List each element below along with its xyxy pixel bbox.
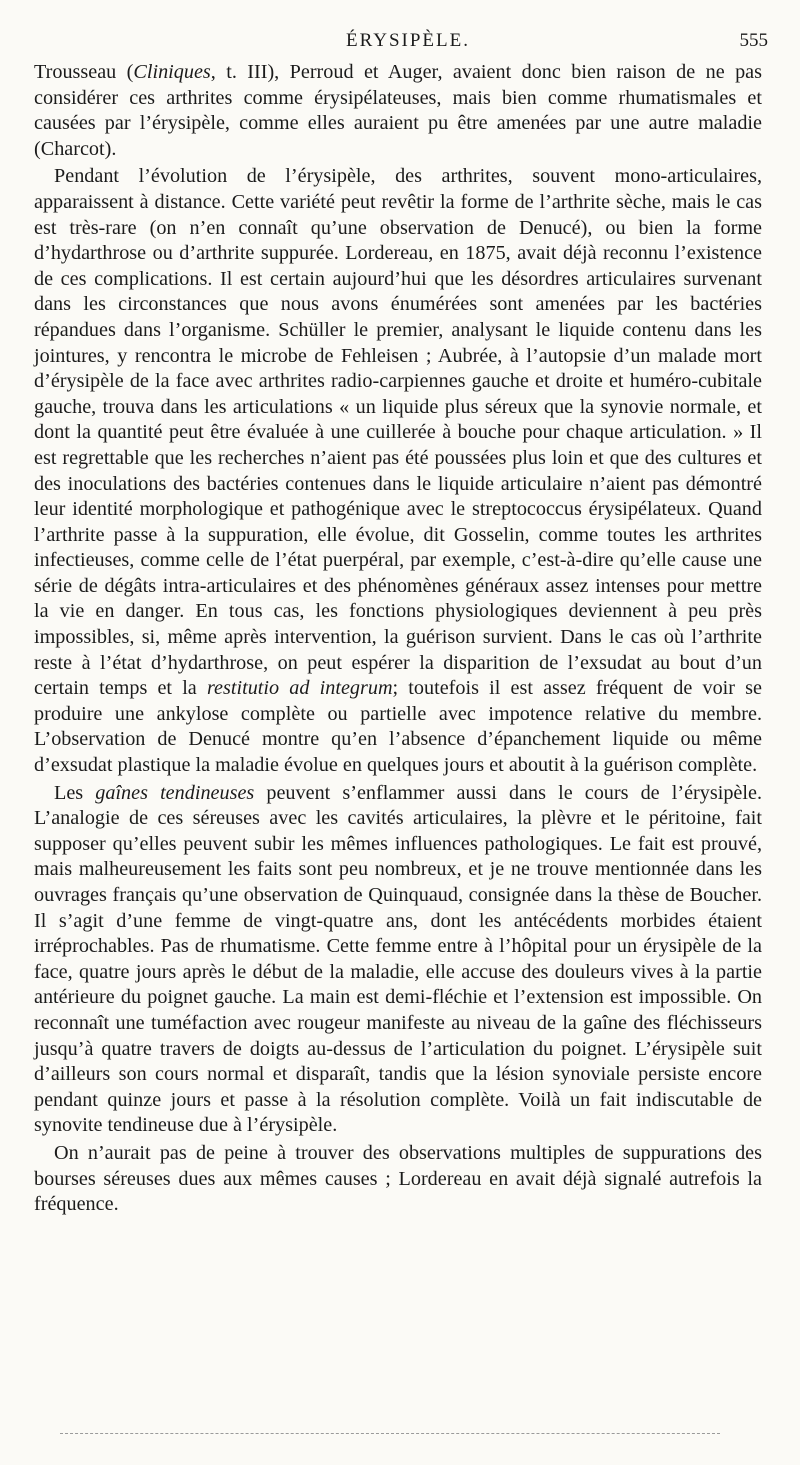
running-head — [34, 30, 768, 60]
paragraph — [34, 1141, 762, 1218]
text-run: On n’aurait pas de peine à trouver des observations multiples de suppurations des bourses séreuses dues aux mêmes causes ; Lordereau en avait déjà signalé autrefois la fréquence. — [34, 1141, 762, 1216]
body-text — [34, 60, 762, 1218]
bottom-rule — [60, 1433, 720, 1434]
text-run: Trousseau ( — [34, 61, 134, 83]
paragraph — [34, 164, 762, 778]
text-run: ; toutefois il est assez fréquent de voir se produire une ankylose complète ou partielle avec impotence relative du membre. L’observation de Denucé montre qu’en l’absence d’épanchement liquide ou même d’exsudat plastique la maladie évolue en quelques jours et aboutit à la guérison complète. — [34, 677, 762, 777]
page-number: 555 — [739, 30, 768, 51]
italic-term: restitutio ad integrum — [206, 677, 393, 700]
text-run: Les — [54, 781, 96, 804]
text-run: Pendant l’évolution de l’érysipèle, des arthrites, souvent mono-articulaires, apparaissent à distance. Cette variété peut revêtir la forme de l’arthrite sèche, mais le cas est très-rare (on n’en connaît qu’une observation de Denucé), ou bien la forme d’hydarthrose ou d’arthrite suppurée. Lordereau, en 1875, avait déjà reconnu l’existence de ces complications. Il est certain aujourd’hui que les désordres articulaires survenant dans les circonstances que nous avons énumérées sont amenées par les bactéries répandues dans l’organisme. Schüller le premier, analysant le liquide contenu dans les jointures, y rencontra le microbe de Fehleisen ; Aubrée, à l’autopsie d’un malade mort d’érysipèle de la face avec arthrites radio-carpiennes gauche et droite et huméro-cubitale gauche, trouva dans les articulations « un liquide plus séreux que la synovie normale, et dont la quantité peut être évaluée à une cuillerée à bouche pour chaque articulation. » Il est regrettable que les recherches n’aient pas été poussées plus loin et que des cultures et des inoculations des bactéries contenues dans le liquide articulaire n’aient pas démontré leur identité morphologique et pathogénique avec le streptococcus érysipélateux. Quand l’arthrite passe à la suppuration, elle évolue, dit Gosselin, comme toutes les arthrites infectieuses, comme celle de l’état puerpéral, par exemple, c’est-à-dire qu’elle cause une série de dégâts intra-articulaires et des phénomènes généraux assez intenses pour mettre la vie en danger. En tous cas, les fonctions physiologiques deviennent à peu près impossibles, si, même après intervention, la guérison survient. Dans le cas où l’arthrite reste à l’état d’hydarthrose, on peut espérer la disparition de l’exsudat au bout d’un certain temps et la — [34, 165, 762, 700]
italic-term: gaînes tendineuses — [95, 781, 255, 804]
paragraph — [34, 60, 762, 162]
paragraph — [34, 781, 762, 1139]
running-head-title: ÉRYSIPÈLE. — [346, 30, 470, 51]
text-run: , t. III), Perroud et Auger, avaient donc bien raison de ne pas considérer ces arthrites comme érysipélateuses, mais bien comme rhumatismales et causées par l’érysipèle, comme elles auraient pu être amenées par une autre maladie (Charcot). — [34, 61, 762, 160]
italic-term: Cliniques — [133, 61, 211, 83]
text-run: peuvent s’enflammer aussi dans le cours de l’érysipèle. L’analogie de ces séreuses avec les cavités articulaires, la plèvre et le péritoine, fait supposer qu’elles peuvent subir les mêmes influences pathologiques. Le fait est prouvé, mais malheureusement les faits sont peu nombreux, et je ne trouve mentionnée dans les ouvrages français qu’une observation de Quinquaud, consignée dans la thèse de Boucher. Il s’agit d’une femme de vingt-quatre ans, dont les antécédents morbides étaient irréprochables. Pas de rhumatisme. Cette femme entre à l’hôpital pour un érysipèle de la face, quatre jours après le début de la maladie, elle accuse des douleurs vives à la partie antérieure du poignet gauche. La main est demi-fléchie et l’extension est impossible. On reconnaît une tuméfaction avec rougeur manifeste au niveau de la gaîne des fléchisseurs jusqu’à quatre travers de doigts au-dessus de l’articulation du poignet. L’érysipèle suit d’ailleurs son cours normal et disparaît, tandis que la lésion synoviale persiste encore pendant quinze jours et passe à la résolution complète. Voilà un fait indiscutable de synovite tendineuse due à l’érysipèle. — [34, 781, 762, 1137]
